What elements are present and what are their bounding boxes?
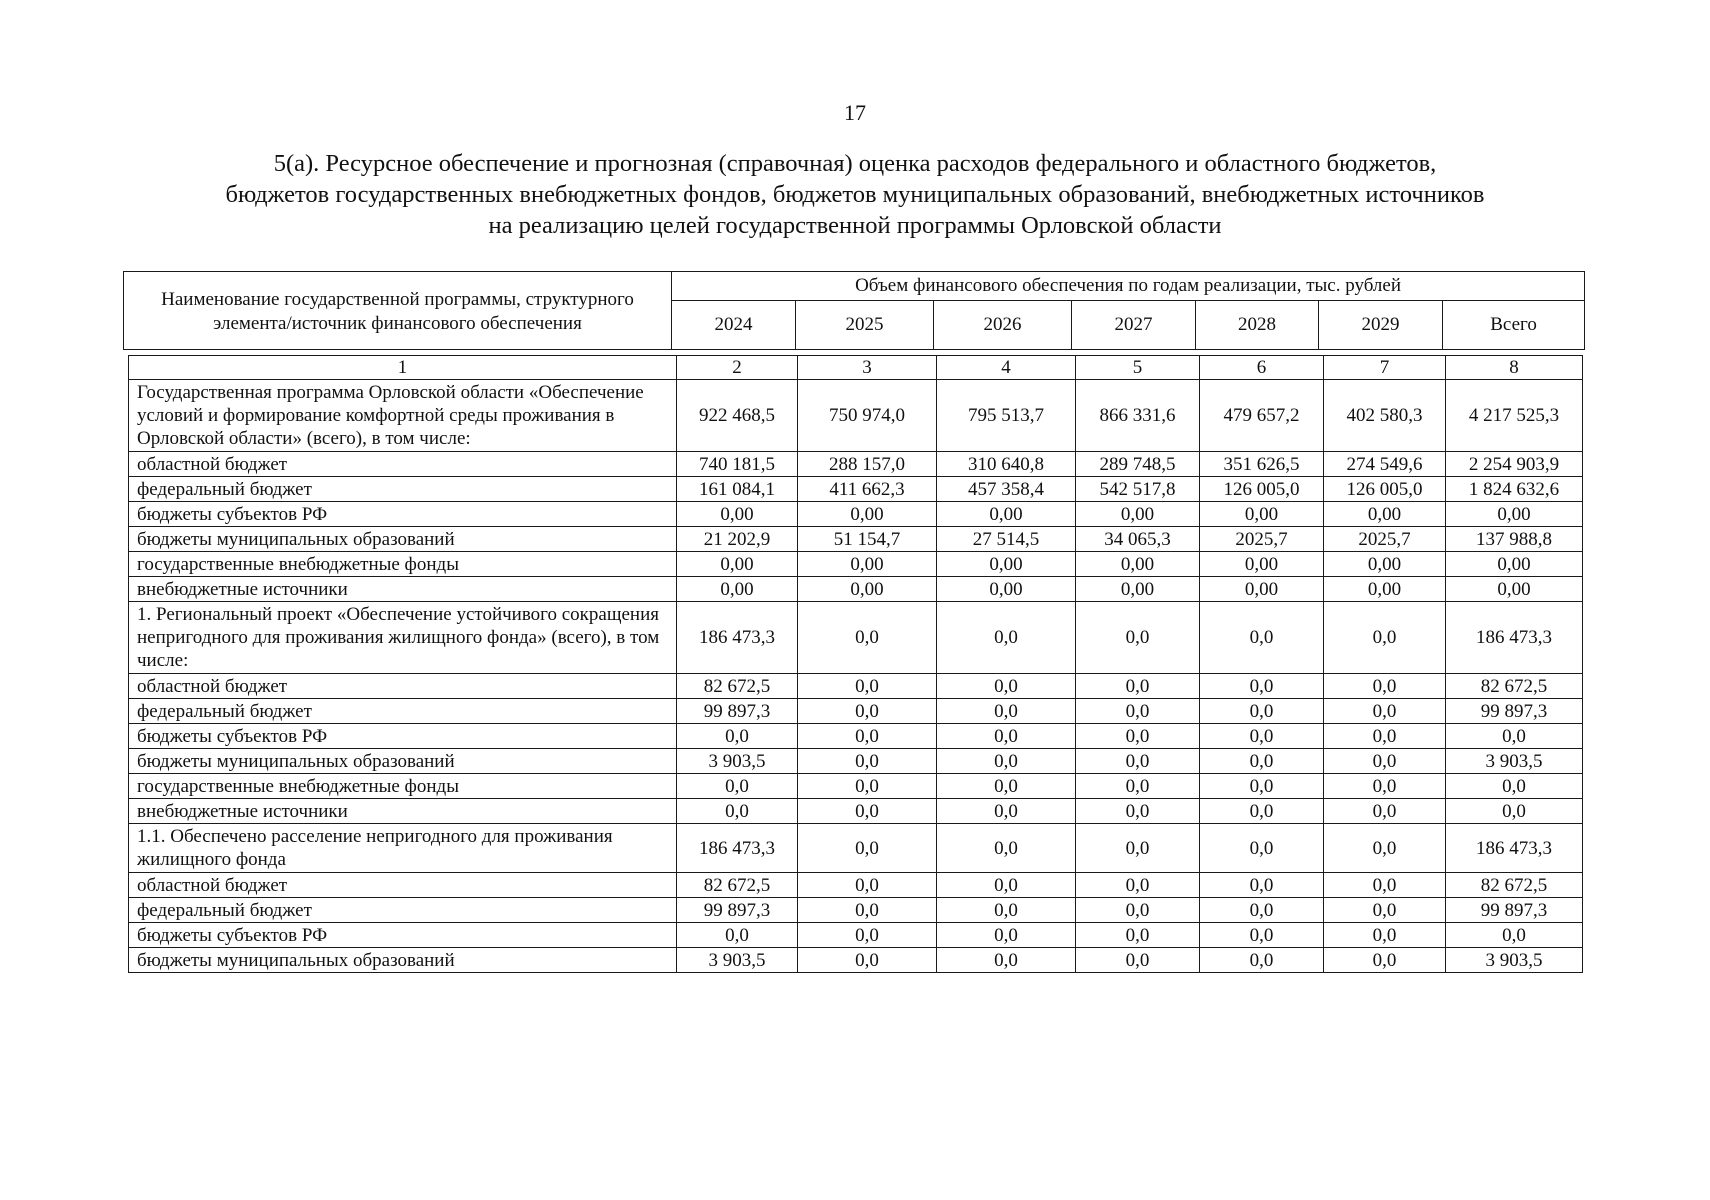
name-column-header: Наименование государственной программы, структурного элемента/источник финансового обеспечения: [124, 272, 672, 350]
year-header-2026: 2026: [934, 301, 1072, 350]
row-year-value: 82 672,5: [677, 873, 798, 898]
row-year-value: 0,0: [937, 724, 1076, 749]
row-year-value: 2025,7: [1324, 527, 1446, 552]
row-year-value: 0,0: [798, 799, 937, 824]
row-year-value: 186 473,3: [677, 824, 798, 873]
row-year-value: 402 580,3: [1324, 380, 1446, 452]
row-year-value: 0,0: [1076, 898, 1200, 923]
row-total-value: 0,00: [1446, 577, 1583, 602]
row-year-value: 457 358,4: [937, 477, 1076, 502]
row-year-value: 0,00: [937, 577, 1076, 602]
row-year-value: 0,0: [677, 724, 798, 749]
year-header-2024: 2024: [672, 301, 796, 350]
row-total-value: 99 897,3: [1446, 898, 1583, 923]
row-label: федеральный бюджет: [129, 898, 677, 923]
row-year-value: 0,0: [798, 699, 937, 724]
column-number: 1: [129, 356, 677, 380]
row-year-value: 0,0: [1324, 749, 1446, 774]
row-label: бюджеты муниципальных образований: [129, 749, 677, 774]
title-line-3: на реализацию целей государственной программы Орловской области: [488, 212, 1222, 239]
row-year-value: 0,00: [1076, 552, 1200, 577]
column-number: 4: [937, 356, 1076, 380]
row-year-value: 310 640,8: [937, 452, 1076, 477]
row-year-value: 0,0: [798, 749, 937, 774]
row-year-value: 0,0: [937, 923, 1076, 948]
total-header: Всего: [1443, 301, 1585, 350]
row-year-value: 0,0: [1324, 824, 1446, 873]
row-year-value: 0,00: [1076, 502, 1200, 527]
row-total-value: 82 672,5: [1446, 674, 1583, 699]
row-total-value: 2 254 903,9: [1446, 452, 1583, 477]
row-year-value: 0,00: [1076, 577, 1200, 602]
row-year-value: 542 517,8: [1076, 477, 1200, 502]
row-label: внебюджетные источники: [129, 577, 677, 602]
row-year-value: 0,0: [1200, 873, 1324, 898]
row-year-value: 0,0: [937, 674, 1076, 699]
row-year-value: 0,00: [1324, 502, 1446, 527]
table-row: [129, 602, 1583, 674]
row-year-value: 0,0: [1324, 724, 1446, 749]
year-header-2027: 2027: [1072, 301, 1196, 350]
page-number: 17: [844, 100, 866, 125]
row-year-value: 0,0: [1200, 749, 1324, 774]
table-row: [129, 724, 1583, 749]
row-year-value: 0,0: [677, 923, 798, 948]
table-row: [129, 527, 1583, 552]
table-row: [129, 824, 1583, 873]
row-label: федеральный бюджет: [129, 699, 677, 724]
row-year-value: 21 202,9: [677, 527, 798, 552]
row-year-value: 3 903,5: [677, 749, 798, 774]
row-label: бюджеты субъектов РФ: [129, 502, 677, 527]
row-year-value: 0,0: [798, 873, 937, 898]
row-year-value: 274 549,6: [1324, 452, 1446, 477]
row-year-value: 289 748,5: [1076, 452, 1200, 477]
column-number: 3: [798, 356, 937, 380]
row-year-value: 0,0: [1324, 898, 1446, 923]
row-year-value: 0,0: [798, 602, 937, 674]
table-header: [123, 271, 1585, 350]
table-row: [129, 799, 1583, 824]
row-year-value: 0,0: [1324, 674, 1446, 699]
row-year-value: 34 065,3: [1076, 527, 1200, 552]
row-year-value: 795 513,7: [937, 380, 1076, 452]
row-total-value: 82 672,5: [1446, 873, 1583, 898]
table-row: [129, 923, 1583, 948]
row-year-value: 186 473,3: [677, 602, 798, 674]
column-number: 6: [1200, 356, 1324, 380]
row-year-value: 0,0: [1076, 699, 1200, 724]
row-year-value: 0,0: [798, 923, 937, 948]
table-row: [129, 873, 1583, 898]
row-total-value: 99 897,3: [1446, 699, 1583, 724]
row-year-value: 0,00: [1324, 577, 1446, 602]
row-year-value: 866 331,6: [1076, 380, 1200, 452]
row-label: областной бюджет: [129, 674, 677, 699]
table-row: [129, 577, 1583, 602]
row-year-value: 0,0: [937, 602, 1076, 674]
row-total-value: 3 903,5: [1446, 749, 1583, 774]
row-label: 1. Региональный проект «Обеспечение устойчивого сокращения непригодного для проживания жилищного фонда» (всего), в том числе:: [129, 602, 677, 674]
row-year-value: 0,0: [1076, 799, 1200, 824]
row-year-value: 0,00: [1200, 502, 1324, 527]
row-year-value: 0,0: [1324, 602, 1446, 674]
row-year-value: 0,0: [937, 948, 1076, 973]
row-year-value: 0,0: [1200, 602, 1324, 674]
row-year-value: 0,0: [1200, 948, 1324, 973]
document-title: [60, 148, 1650, 241]
row-total-value: 0,0: [1446, 724, 1583, 749]
row-year-value: 2025,7: [1200, 527, 1324, 552]
row-total-value: 186 473,3: [1446, 824, 1583, 873]
row-year-value: 0,00: [677, 577, 798, 602]
row-year-value: 0,0: [937, 898, 1076, 923]
year-header-2029: 2029: [1319, 301, 1443, 350]
row-label: бюджеты муниципальных образований: [129, 948, 677, 973]
row-year-value: 0,0: [798, 898, 937, 923]
row-year-value: 0,0: [1324, 699, 1446, 724]
row-total-value: 3 903,5: [1446, 948, 1583, 973]
row-year-value: 3 903,5: [677, 948, 798, 973]
row-year-value: 0,0: [1076, 873, 1200, 898]
row-year-value: 99 897,3: [677, 898, 798, 923]
row-label: бюджеты муниципальных образований: [129, 527, 677, 552]
row-year-value: 0,0: [1076, 923, 1200, 948]
row-year-value: 0,0: [937, 824, 1076, 873]
title-line-2: бюджетов государственных внебюджетных фондов, бюджетов муниципальных образований, внебюджетных источников: [225, 181, 1485, 208]
year-header-2028: 2028: [1196, 301, 1319, 350]
row-year-value: 0,0: [798, 724, 937, 749]
row-label: Государственная программа Орловской области «Обеспечение условий и формирование комфортной среды проживания в Орловской области» (всего), в том числе:: [129, 380, 677, 452]
row-year-value: 750 974,0: [798, 380, 937, 452]
table-row: [129, 948, 1583, 973]
table-row: [129, 774, 1583, 799]
row-year-value: 922 468,5: [677, 380, 798, 452]
row-total-value: 0,0: [1446, 799, 1583, 824]
row-year-value: 0,0: [1076, 824, 1200, 873]
row-year-value: 0,0: [798, 824, 937, 873]
row-year-value: 0,00: [677, 502, 798, 527]
row-year-value: 0,0: [1076, 774, 1200, 799]
table-row: [129, 699, 1583, 724]
column-number: 5: [1076, 356, 1200, 380]
funding-group-header: Объем финансового обеспечения по годам реализации, тыс. рублей: [672, 272, 1585, 301]
row-year-value: 0,0: [937, 774, 1076, 799]
row-year-value: 0,00: [798, 577, 937, 602]
row-year-value: 0,0: [937, 699, 1076, 724]
year-header-2025: 2025: [796, 301, 934, 350]
row-label: государственные внебюджетные фонды: [129, 552, 677, 577]
row-year-value: 0,0: [1200, 923, 1324, 948]
column-number: 8: [1446, 356, 1583, 380]
table-row: [129, 674, 1583, 699]
row-year-value: 27 514,5: [937, 527, 1076, 552]
table-row: [129, 452, 1583, 477]
table-row: [129, 502, 1583, 527]
row-year-value: 0,0: [1324, 774, 1446, 799]
table-row: [129, 749, 1583, 774]
row-year-value: 411 662,3: [798, 477, 937, 502]
row-total-value: 1 824 632,6: [1446, 477, 1583, 502]
row-total-value: 4 217 525,3: [1446, 380, 1583, 452]
funding-table: [128, 355, 1583, 973]
row-year-value: 0,0: [937, 749, 1076, 774]
row-total-value: 0,0: [1446, 923, 1583, 948]
row-year-value: 0,0: [1076, 948, 1200, 973]
column-number: 2: [677, 356, 798, 380]
row-year-value: 0,0: [937, 873, 1076, 898]
row-year-value: 0,0: [798, 674, 937, 699]
row-year-value: 0,00: [1200, 552, 1324, 577]
row-total-value: 137 988,8: [1446, 527, 1583, 552]
row-year-value: 0,0: [1076, 674, 1200, 699]
row-year-value: 0,00: [937, 502, 1076, 527]
row-year-value: 126 005,0: [1324, 477, 1446, 502]
row-label: бюджеты субъектов РФ: [129, 923, 677, 948]
row-year-value: 0,0: [1200, 699, 1324, 724]
row-year-value: 740 181,5: [677, 452, 798, 477]
row-year-value: 288 157,0: [798, 452, 937, 477]
column-number: 7: [1324, 356, 1446, 380]
title-line-1: 5(а). Ресурсное обеспечение и прогнозная (справочная) оценка расходов федерального и областного бюджетов,: [273, 150, 1437, 177]
row-year-value: 0,0: [1200, 724, 1324, 749]
table-row: [129, 380, 1583, 452]
row-year-value: 0,0: [1200, 824, 1324, 873]
row-label: бюджеты субъектов РФ: [129, 724, 677, 749]
row-total-value: 0,00: [1446, 502, 1583, 527]
row-label: федеральный бюджет: [129, 477, 677, 502]
row-label: областной бюджет: [129, 873, 677, 898]
row-year-value: 0,00: [677, 552, 798, 577]
row-year-value: 0,0: [1076, 749, 1200, 774]
row-year-value: 0,0: [1200, 774, 1324, 799]
row-year-value: 0,00: [798, 502, 937, 527]
row-year-value: 0,0: [1324, 948, 1446, 973]
row-year-value: 0,00: [1200, 577, 1324, 602]
row-year-value: 0,0: [1200, 799, 1324, 824]
row-year-value: 0,0: [1200, 674, 1324, 699]
row-year-value: 0,0: [677, 799, 798, 824]
row-label: 1.1. Обеспечено расселение непригодного для проживания жилищного фонда: [129, 824, 677, 873]
table-row: [129, 477, 1583, 502]
row-year-value: 126 005,0: [1200, 477, 1324, 502]
row-year-value: 0,0: [1200, 898, 1324, 923]
row-total-value: 186 473,3: [1446, 602, 1583, 674]
row-year-value: 161 084,1: [677, 477, 798, 502]
row-year-value: 99 897,3: [677, 699, 798, 724]
row-total-value: 0,0: [1446, 774, 1583, 799]
row-year-value: 0,0: [1324, 873, 1446, 898]
row-label: областной бюджет: [129, 452, 677, 477]
row-year-value: 0,00: [1324, 552, 1446, 577]
row-year-value: 0,00: [798, 552, 937, 577]
row-total-value: 0,00: [1446, 552, 1583, 577]
row-label: внебюджетные источники: [129, 799, 677, 824]
row-label: государственные внебюджетные фонды: [129, 774, 677, 799]
row-year-value: 0,0: [1076, 724, 1200, 749]
row-year-value: 479 657,2: [1200, 380, 1324, 452]
row-year-value: 0,0: [798, 774, 937, 799]
row-year-value: 351 626,5: [1200, 452, 1324, 477]
row-year-value: 0,0: [798, 948, 937, 973]
table-row: [129, 898, 1583, 923]
table-row: [129, 552, 1583, 577]
row-year-value: 0,0: [1076, 602, 1200, 674]
row-year-value: 0,00: [937, 552, 1076, 577]
column-number-row: [129, 356, 1583, 380]
row-year-value: 0,0: [937, 799, 1076, 824]
row-year-value: 0,0: [677, 774, 798, 799]
row-year-value: 0,0: [1324, 799, 1446, 824]
row-year-value: 51 154,7: [798, 527, 937, 552]
row-year-value: 0,0: [1324, 923, 1446, 948]
row-year-value: 82 672,5: [677, 674, 798, 699]
